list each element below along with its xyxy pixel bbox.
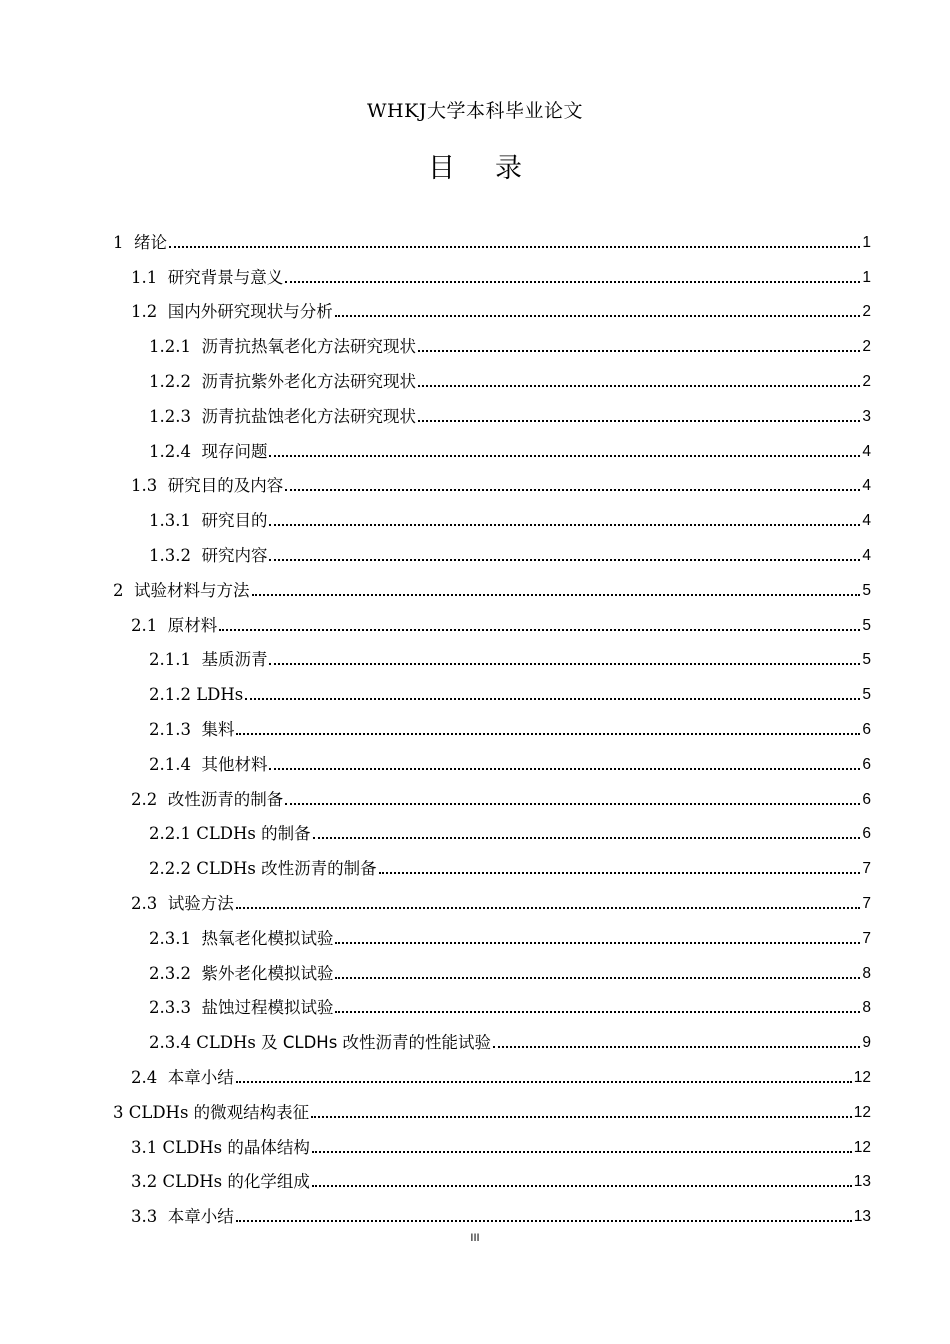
toc-entry-page: 7 <box>862 894 871 912</box>
toc-entry-title: 的化学组成 <box>227 1172 310 1192</box>
toc-entry-number: 2.1.2 LDHs <box>149 685 244 705</box>
toc-entry-number: 3 CLDHs <box>113 1102 194 1122</box>
toc-entry-page: 1 <box>862 233 871 251</box>
toc-entry-title: 的制备 <box>261 824 311 844</box>
toc-entry-title: 沥青抗热氧老化方法研究现状 <box>201 337 416 357</box>
toc-entry[interactable] <box>113 1018 871 1053</box>
dot-leader <box>285 489 860 491</box>
toc-entry[interactable] <box>113 949 871 984</box>
toc-entry-title: 及 CLDHs 改性沥青的性能试验 <box>261 1033 492 1053</box>
toc-entry[interactable] <box>113 670 871 705</box>
toc-entry-title: 改性沥青的制备 <box>167 789 284 809</box>
toc-entry-page: 2 <box>862 372 871 390</box>
toc-entry[interactable] <box>113 844 871 879</box>
toc-entry-page: 4 <box>862 442 871 460</box>
toc-entry[interactable] <box>113 566 871 601</box>
dot-leader <box>269 559 860 561</box>
toc-entry-title: 盐蚀过程模拟试验 <box>201 998 334 1018</box>
toc-entry-page: 5 <box>862 686 871 704</box>
toc-entry-page: 4 <box>862 477 871 495</box>
toc-entry[interactable] <box>113 218 871 253</box>
toc-entry-number: 1.3.2 <box>149 545 202 565</box>
dot-leader <box>313 837 861 839</box>
toc-entry-number: 2.3 <box>131 893 168 913</box>
toc-entry[interactable] <box>113 462 871 497</box>
dot-leader <box>245 698 860 700</box>
toc-entry[interactable] <box>113 879 871 914</box>
toc-entry[interactable] <box>113 740 871 775</box>
toc-entry-page: 6 <box>862 755 871 773</box>
toc-entry-number: 2.1.1 <box>149 650 202 670</box>
toc-entry-page: 4 <box>862 546 871 564</box>
toc-entry-number: 1.2.3 <box>149 406 202 426</box>
toc-entry-title: 紫外老化模拟试验 <box>201 963 334 983</box>
toc-entry[interactable] <box>113 496 871 531</box>
toc-entry-title: 试验材料与方法 <box>134 580 250 600</box>
toc-entry[interactable] <box>113 1123 871 1158</box>
toc-entry[interactable] <box>113 392 871 427</box>
toc-entry-number: 2.2 <box>131 789 168 809</box>
toc-entry[interactable] <box>113 601 871 636</box>
toc-entry-number: 1.2 <box>131 302 168 322</box>
toc-entry-title: 沥青抗紫外老化方法研究现状 <box>201 371 416 391</box>
toc-entry[interactable] <box>113 775 871 810</box>
dot-leader <box>335 977 860 979</box>
dot-leader <box>269 524 860 526</box>
dot-leader <box>379 872 861 874</box>
toc-entry[interactable] <box>113 1053 871 1088</box>
toc-entry-title: 集料 <box>201 719 235 739</box>
toc-entry-page: 12 <box>853 1103 871 1121</box>
toc-entry[interactable] <box>113 1158 871 1193</box>
dot-leader <box>312 1151 852 1153</box>
dot-leader <box>335 1011 860 1013</box>
dot-leader <box>335 315 861 317</box>
toc-entry-page: 2 <box>862 338 871 356</box>
toc-entry-title: 的晶体结构 <box>227 1137 310 1157</box>
toc-entry-page: 7 <box>862 860 871 878</box>
toc-entry-number: 2.2.2 CLDHs <box>149 859 262 879</box>
toc-entry-page: 8 <box>862 999 871 1017</box>
toc-entry-number: 1.2.1 <box>149 337 202 357</box>
dot-leader <box>311 1116 852 1118</box>
dot-leader <box>269 768 860 770</box>
table-of-contents <box>113 218 871 1227</box>
toc-entry[interactable] <box>113 810 871 845</box>
toc-entry-page: 2 <box>862 303 871 321</box>
toc-entry-number: 1 <box>113 232 134 252</box>
dot-leader <box>269 455 860 457</box>
dot-leader <box>418 385 860 387</box>
toc-entry-number: 3.2 CLDHs <box>131 1172 228 1192</box>
toc-entry-page: 1 <box>862 268 871 286</box>
toc-entry-page: 13 <box>853 1208 871 1226</box>
title-char-1: 目 <box>428 153 455 184</box>
toc-entry-number: 2.1.4 <box>149 754 202 774</box>
toc-entry-number: 2.4 <box>131 1067 168 1087</box>
toc-entry-title: 热氧老化模拟试验 <box>201 928 334 948</box>
page-title <box>0 146 950 185</box>
toc-entry-title: 本章小结 <box>167 1067 234 1087</box>
toc-entry[interactable] <box>113 914 871 949</box>
toc-entry-page: 5 <box>862 651 871 669</box>
dot-leader <box>285 803 860 805</box>
toc-entry[interactable] <box>113 288 871 323</box>
toc-entry-number: 2 <box>113 580 134 600</box>
toc-entry-title: 研究内容 <box>201 545 268 565</box>
toc-entry-number: 2.3.4 CLDHs <box>149 1033 262 1053</box>
dot-leader <box>236 1220 852 1222</box>
toc-entry[interactable] <box>113 984 871 1019</box>
toc-entry-page: 4 <box>862 512 871 530</box>
toc-entry[interactable] <box>113 427 871 462</box>
dot-leader <box>219 629 860 631</box>
toc-entry-title: 现存问题 <box>201 441 268 461</box>
toc-entry-page: 13 <box>853 1173 871 1191</box>
toc-entry-number: 2.3.2 <box>149 963 202 983</box>
toc-entry-number: 2.1 <box>131 615 168 635</box>
toc-entry-title: 基质沥青 <box>201 650 268 670</box>
toc-entry-number: 3.1 CLDHs <box>131 1137 228 1157</box>
dot-leader <box>236 907 861 909</box>
toc-entry-title: 研究目的及内容 <box>167 476 284 496</box>
toc-entry-number: 1.3 <box>131 476 168 496</box>
toc-entry-page: 5 <box>862 616 871 634</box>
toc-entry-page: 6 <box>862 790 871 808</box>
page-number: III <box>470 1232 480 1244</box>
toc-entry-page: 3 <box>862 407 871 425</box>
toc-entry[interactable] <box>113 253 871 288</box>
dot-leader <box>335 942 860 944</box>
toc-entry[interactable] <box>113 322 871 357</box>
toc-entry-page: 7 <box>862 929 871 947</box>
toc-entry-title: 改性沥青的制备 <box>261 859 377 879</box>
toc-entry-number: 1.2.4 <box>149 441 202 461</box>
toc-entry-number: 1.2.2 <box>149 371 202 391</box>
dot-leader <box>285 281 860 283</box>
toc-entry-title: 试验方法 <box>167 893 234 913</box>
title-char-2: 录 <box>495 153 522 184</box>
toc-entry-page: 6 <box>862 825 871 843</box>
toc-entry-title: 的微观结构表征 <box>193 1102 310 1122</box>
toc-entry-page: 6 <box>862 720 871 738</box>
toc-entry-title: 研究背景与意义 <box>167 267 284 287</box>
toc-entry-number: 1.3.1 <box>149 511 202 531</box>
toc-entry-title: 原材料 <box>167 615 218 635</box>
toc-entry-number: 2.1.3 <box>149 719 202 739</box>
toc-entry-page: 8 <box>862 964 871 982</box>
dot-leader <box>418 420 860 422</box>
dot-leader <box>418 350 860 352</box>
toc-entry-title: 研究目的 <box>201 511 268 531</box>
dot-leader <box>252 594 861 596</box>
toc-entry[interactable] <box>113 357 871 392</box>
toc-entry-number: 1.1 <box>131 267 168 287</box>
toc-entry-number: 2.3.1 <box>149 928 202 948</box>
toc-entry-page: 12 <box>853 1068 871 1086</box>
toc-entry-title: 其他材料 <box>201 754 268 774</box>
toc-entry-page: 12 <box>853 1138 871 1156</box>
dot-leader <box>236 733 860 735</box>
toc-entry[interactable] <box>113 531 871 566</box>
toc-entry-title: 本章小结 <box>167 1207 234 1227</box>
dot-leader <box>169 246 860 248</box>
toc-entry-page: 9 <box>862 1034 871 1052</box>
dot-leader <box>236 1081 852 1083</box>
toc-entry[interactable] <box>113 636 871 671</box>
toc-entry[interactable] <box>113 1088 871 1123</box>
toc-entry-title: 国内外研究现状与分析 <box>167 302 333 322</box>
toc-entry-number: 3.3 <box>131 1207 168 1227</box>
toc-entry-number: 2.3.3 <box>149 998 202 1018</box>
dot-leader <box>312 1185 852 1187</box>
document-header: WHKJ大学本科毕业论文 <box>367 100 583 122</box>
toc-entry[interactable] <box>113 1192 871 1227</box>
dot-leader <box>493 1046 860 1048</box>
toc-entry-title: 沥青抗盐蚀老化方法研究现状 <box>201 406 416 426</box>
toc-entry-page: 5 <box>862 581 871 599</box>
toc-entry[interactable] <box>113 705 871 740</box>
dot-leader <box>269 663 860 665</box>
toc-entry-title: 绪论 <box>134 232 167 252</box>
toc-entry-number: 2.2.1 CLDHs <box>149 824 262 844</box>
